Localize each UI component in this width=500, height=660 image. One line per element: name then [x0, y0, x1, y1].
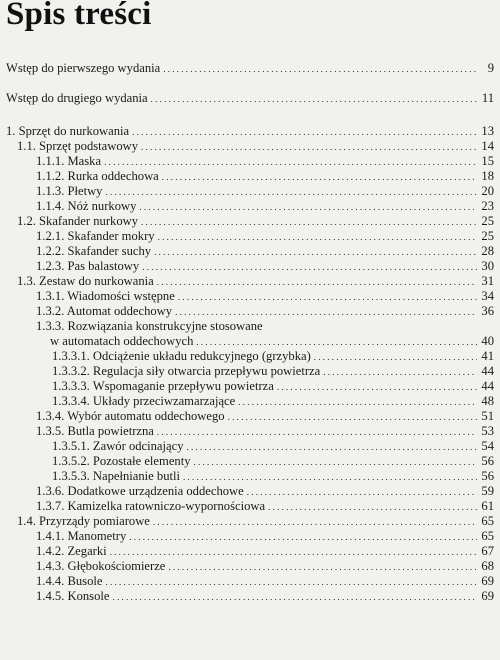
dot-leader	[163, 61, 477, 77]
toc-entry	[0, 91, 494, 106]
toc-entry-page: 41	[481, 349, 494, 363]
toc-entry-label: 1.3.5.2. Pozostałe elementy	[52, 454, 191, 468]
toc-entry	[0, 544, 494, 559]
dot-leader	[158, 229, 477, 245]
dot-leader	[105, 574, 477, 590]
toc-entry	[0, 409, 494, 424]
dot-leader	[154, 244, 477, 260]
toc-entry-label: 1.3.2. Automat oddechowy	[36, 304, 173, 318]
dot-leader	[141, 139, 477, 155]
toc-entry-page: 69	[481, 574, 494, 588]
dot-leader	[141, 214, 477, 230]
toc-entry-page: 31	[481, 274, 494, 288]
dot-leader	[228, 409, 477, 425]
toc-entry-label: 1.3.1. Wiadomości wstępne	[36, 289, 175, 303]
dot-leader	[162, 169, 477, 185]
toc-entry-label: 1. Sprzęt do nurkowania	[6, 124, 130, 138]
toc-entry-page: 59	[481, 484, 494, 498]
toc-entry	[0, 304, 494, 319]
toc-entry-page: 20	[481, 184, 494, 198]
toc-entry	[0, 349, 494, 364]
dot-leader	[183, 469, 477, 485]
toc-entry	[0, 214, 494, 229]
toc-entry-page: 13	[481, 124, 494, 138]
page-title: Spis treści	[6, 0, 152, 32]
toc-entry-page: 61	[481, 499, 494, 513]
dot-leader	[112, 589, 477, 605]
dot-leader	[129, 529, 477, 545]
toc-entry-page: 65	[481, 514, 494, 528]
toc-entry-page: 36	[481, 304, 494, 318]
toc-entry	[0, 319, 494, 334]
toc-entry-label: 1.3.5. Butla powietrzna	[36, 424, 154, 438]
toc-entry-label: 1.2.1. Skafander mokry	[36, 229, 155, 243]
toc-entry	[0, 379, 494, 394]
dot-leader	[178, 289, 477, 305]
toc-entry-label: Wstęp do pierwszego wydania	[6, 61, 161, 75]
toc-entry-page: 11	[481, 91, 494, 105]
dot-leader	[175, 304, 477, 320]
dot-leader	[168, 559, 477, 575]
toc-entry-label: 1.1.1. Maska	[36, 154, 102, 168]
toc-entry-page: 48	[481, 394, 494, 408]
toc-entry-label: 1.1.3. Płetwy	[36, 184, 103, 198]
toc-entry-page: 65	[481, 529, 494, 543]
toc-entry-label: 1.2.3. Pas balastowy	[36, 259, 140, 273]
toc-entry	[0, 199, 494, 214]
toc-entry-label: 1.3.3.2. Regulacja siły otwarcia przepływu powietrza	[52, 364, 321, 378]
toc-entry-label: 1.3.6. Dodatkowe urządzenia oddechowe	[36, 484, 244, 498]
toc-entry-page: 40	[481, 334, 494, 348]
dot-leader	[323, 364, 477, 380]
toc-entry	[0, 574, 494, 589]
toc-entry-page: 34	[481, 289, 494, 303]
toc-entry	[0, 334, 494, 349]
toc-entry-label: 1.4.5. Konsole	[36, 589, 110, 603]
toc-entry	[0, 454, 494, 469]
dot-leader	[151, 91, 477, 107]
toc-entry-page: 14	[481, 139, 494, 153]
toc-entry	[0, 139, 494, 154]
dot-leader	[187, 439, 478, 455]
toc-entry-page: 44	[481, 364, 494, 378]
toc-entry-page: 25	[481, 229, 494, 243]
toc-entry-page: 18	[481, 169, 494, 183]
toc-entry-label: 1.3.3.4. Układy przeciwzamarzające	[52, 394, 236, 408]
toc-entry-page: 56	[481, 469, 494, 483]
toc-entry	[0, 589, 494, 604]
dot-leader	[153, 514, 477, 530]
toc-entry-page: 69	[481, 589, 494, 603]
dot-leader	[139, 199, 477, 215]
toc-entry	[0, 394, 494, 409]
toc-entry-label: 1.3. Zestaw do nurkowania	[17, 274, 154, 288]
toc-entry-page: 54	[481, 439, 494, 453]
toc-entry	[0, 154, 494, 169]
toc-entry	[0, 484, 494, 499]
toc-entry-label: 1.3.3.1. Odciążenie układu redukcyjnego (grzybka)	[52, 349, 311, 363]
toc-entry-label: 1.3.7. Kamizelka ratowniczo-wypornościowa	[36, 499, 266, 513]
toc-entry	[0, 244, 494, 259]
dot-leader	[142, 259, 477, 275]
toc-entry	[0, 514, 494, 529]
toc-entry-label: 1.4.1. Manometry	[36, 529, 127, 543]
dot-leader	[314, 349, 477, 365]
toc-entry-label: 1.3.5.3. Napełnianie butli	[52, 469, 181, 483]
toc-entry	[0, 364, 494, 379]
dot-leader	[110, 544, 477, 560]
dot-leader	[157, 424, 477, 440]
toc-entry-page: 15	[481, 154, 494, 168]
toc-entry-page: 9	[487, 61, 494, 75]
toc-entry-label: 1.2.2. Skafander suchy	[36, 244, 152, 258]
toc-entry	[0, 439, 494, 454]
toc-entry-page: 25	[481, 214, 494, 228]
toc-entry	[0, 529, 494, 544]
dot-leader	[104, 154, 477, 170]
toc-entry-label: 1.2. Skafander nurkowy	[17, 214, 139, 228]
dot-leader	[238, 394, 477, 410]
toc-entry-page: 30	[481, 259, 494, 273]
toc-entry-page: 23	[481, 199, 494, 213]
toc-entry	[0, 259, 494, 274]
toc-entry-label: 1.4.2. Zegarki	[36, 544, 107, 558]
toc-entry-label: 1.1. Sprzęt podstawowy	[17, 139, 139, 153]
toc-entry	[0, 289, 494, 304]
toc-entry-label: 1.4.4. Busole	[36, 574, 103, 588]
toc-entry	[0, 124, 494, 139]
toc-entry-label: 1.3.3.3. Wspomaganie przepływu powietrza	[52, 379, 274, 393]
dot-leader	[157, 274, 477, 290]
dot-leader	[277, 379, 477, 395]
toc-entry-page: 51	[481, 409, 494, 423]
toc-entry-label: w automatach oddechowych	[50, 334, 194, 348]
toc-entry	[0, 169, 494, 184]
dot-leader	[268, 499, 477, 515]
toc-entry	[0, 229, 494, 244]
toc-entry-page: 44	[481, 379, 494, 393]
toc-entry	[0, 559, 494, 574]
toc-entry-page: 28	[481, 244, 494, 258]
toc-entry	[0, 274, 494, 289]
dot-leader	[132, 124, 477, 140]
toc-entry-page: 68	[481, 559, 494, 573]
toc-entry-label: 1.3.3. Rozwiązania konstrukcyjne stosowane	[36, 319, 263, 333]
dot-leader	[194, 454, 477, 470]
toc-entry	[0, 184, 494, 199]
toc-entry-page: 67	[481, 544, 494, 558]
toc-entry-label: 1.1.2. Rurka oddechowa	[36, 169, 159, 183]
dot-leader	[105, 184, 477, 200]
toc-entry-label: 1.4.3. Głębokościomierze	[36, 559, 166, 573]
toc-entry-page: 56	[481, 454, 494, 468]
toc-entry-label: 1.3.5.1. Zawór odcinający	[52, 439, 184, 453]
dot-leader	[247, 484, 477, 500]
toc-entry-label: 1.4. Przyrządy pomiarowe	[17, 514, 150, 528]
toc-entry-label: 1.3.4. Wybór automatu oddechowego	[36, 409, 225, 423]
toc-entry-page: 53	[481, 424, 494, 438]
toc-entry	[0, 424, 494, 439]
toc-entry-label: 1.1.4. Nóż nurkowy	[36, 199, 137, 213]
toc-entry	[0, 469, 494, 484]
toc-entry	[0, 61, 494, 76]
toc-entry	[0, 499, 494, 514]
toc-entry-label: Wstęp do drugiego wydania	[6, 91, 148, 105]
dot-leader	[196, 334, 477, 350]
